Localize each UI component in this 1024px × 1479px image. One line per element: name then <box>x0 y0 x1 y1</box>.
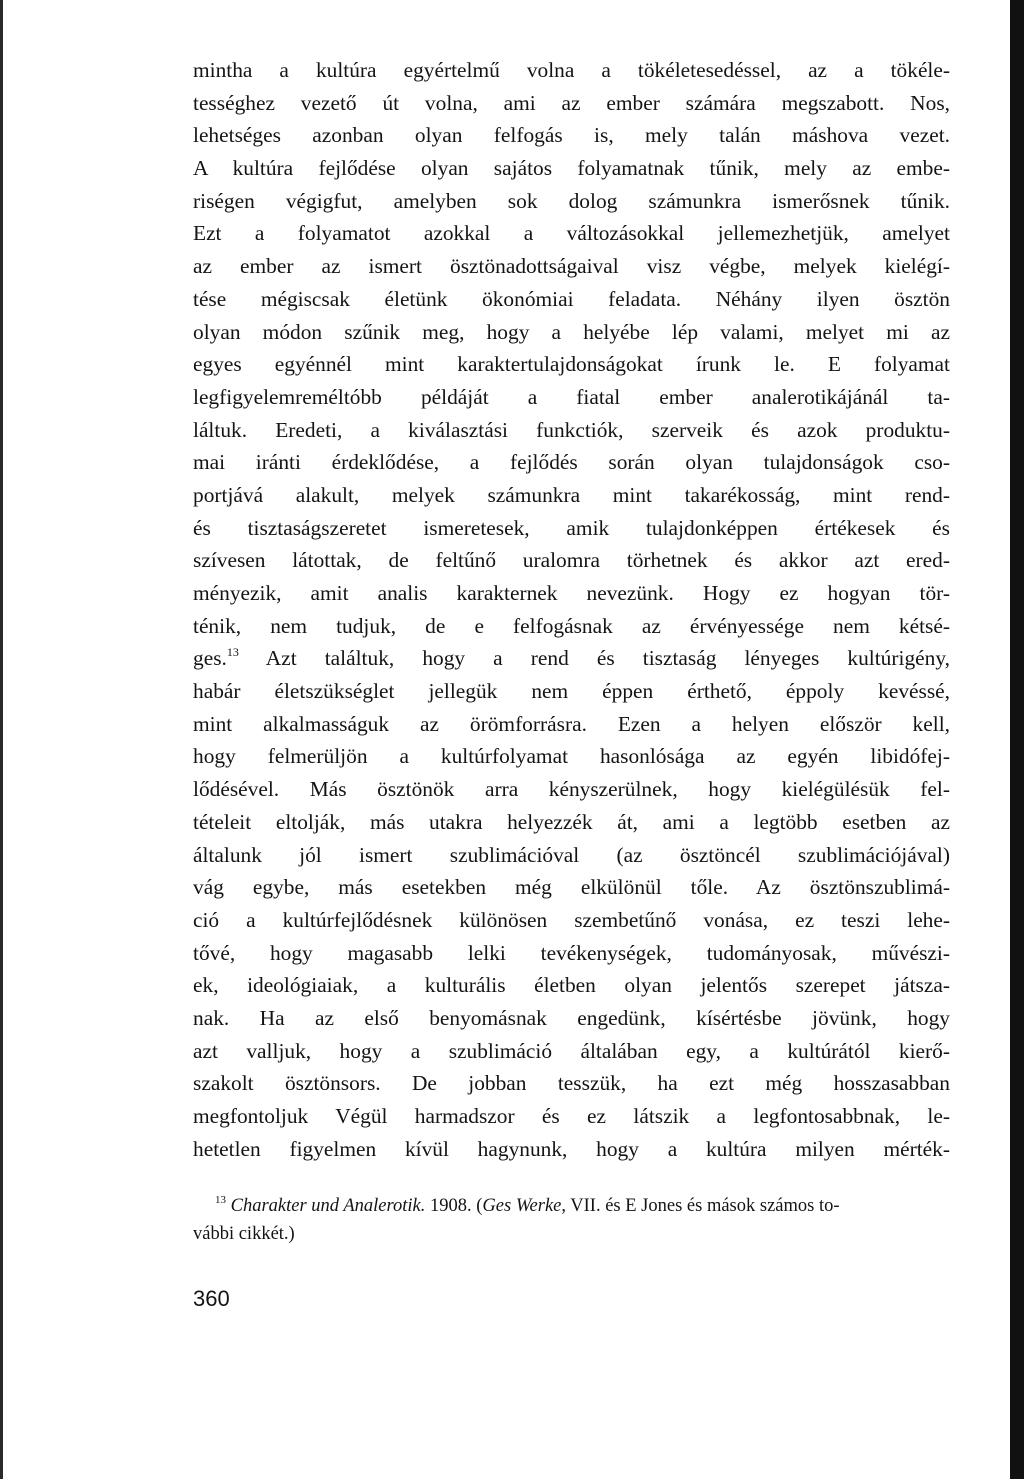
footnote-year: 1908. ( <box>425 1196 483 1216</box>
text-line: láltuk. Eredeti, a kiválasztási funkctiók, szerveik és azok produktu- <box>193 417 950 442</box>
text-line: lehetséges azonban olyan felfogás is, mely talán máshova vezet. <box>193 123 950 148</box>
text-line: ményezik, amit analis karakternek nevezünk. Hogy ez hogyan tör- <box>193 581 950 605</box>
text-line: A kultúra fejlődése olyan sajátos folyamatnak tűnik, mely az embe- <box>193 156 950 181</box>
scan-edge-left <box>0 0 3 1479</box>
footnote-ref[interactable]: 13 <box>226 645 239 660</box>
text-line: megfontoljuk Végül harmadszor és ez látszik a legfontosabbnak, le- <box>193 1104 950 1128</box>
text-line: olyan módon szűnik meg, hogy a helyébe lép valami, melyet mi az <box>193 319 950 344</box>
text-line-with-footnote-ref <box>193 642 950 675</box>
line-start: ges. <box>193 646 227 671</box>
text-line: szívesen látottak, de feltűnő uralomra törhetnek és akkor azt ered- <box>193 548 950 573</box>
text-line: riségen végigfut, amelyben sok dolog számunkra ismerősnek tűnik. <box>193 188 950 213</box>
main-text <box>193 54 950 1165</box>
text-line: az ember az ismert ösztönadottságaival visz végbe, melyek kielégí- <box>193 254 950 279</box>
footnote-number: 13 <box>215 1194 226 1206</box>
text-line: tességhez vezető út volna, ami az ember számára megszabott. Nos, <box>193 90 950 115</box>
text-line: legfigyelemreméltóbb példáját a fiatal ember analerotikájánál ta- <box>193 384 950 409</box>
text-line: hogy felmerüljön a kultúrfolyamat hasonlósága az egyén libidófej- <box>193 744 950 769</box>
footnote-line: vábbi cikkét.) <box>193 1224 295 1244</box>
text-line: habár életszükséglet jellegük nem éppen érthető, éppoly kevéssé, <box>193 679 950 704</box>
footnote-source: Ges Werke <box>482 1196 562 1216</box>
footnote-line <box>193 1192 950 1220</box>
text-line: általunk jól ismert szublimációval (az ösztöncél szublimációjával) <box>193 842 950 867</box>
text-line: Ezt a folyamatot azokkal a változásokkal jellemezhetjük, amelyet <box>193 221 950 246</box>
footnote-title: Charakter und Analerotik. <box>230 1196 426 1216</box>
text-line: mint alkalmasságuk az örömforrásra. Ezen a helyen először kell, <box>193 711 950 736</box>
text-line: azt valljuk, hogy a szublimáció általában egy, a kultúrától kierő- <box>193 1038 950 1063</box>
text-line: portjává alakult, melyek számunkra mint takarékosság, mint rend- <box>193 482 950 507</box>
text-line: tételeit eltolják, más utakra helyezzék át, ami a legtöbb esetben az <box>193 809 950 834</box>
text-line: vág egybe, más esetekben még elkülönül tőle. Az ösztönszublimá- <box>193 875 950 900</box>
text-line: tővé, hogy magasabb lelki tevékenységek, tudományosak, művészi- <box>193 940 950 965</box>
text-line: és tisztaságszeretet ismeretesek, amik tulajdonképpen értékesek és <box>193 515 950 540</box>
scan-edge-right <box>1010 0 1024 1479</box>
text-line: hetetlen figyelmen kívül hagynunk, hogy a kultúra milyen mérték- <box>193 1136 950 1161</box>
text-line: ténik, nem tudjuk, de e felfogásnak az érvényessége nem kétsé- <box>193 613 950 638</box>
text-line: lődésével. Más ösztönök arra kényszerülnek, hogy kielégülésük fel- <box>193 777 950 802</box>
text-line: nak. Ha az első benyomásnak engedünk, kísértésbe jövünk, hogy <box>193 1005 950 1030</box>
footnote-rest: , VII. és E Jones és mások számos to- <box>561 1196 840 1216</box>
text-line: mintha a kultúra egyértelmű volna a tökéletesedéssel, az a tökéle- <box>193 58 950 82</box>
page-number: 360 <box>193 1286 230 1311</box>
footnote <box>193 1192 950 1248</box>
text-line: mai iránti érdeklődése, a fejlődés során olyan tulajdonságok cso- <box>193 450 950 475</box>
line-end: Azt találtuk, hogy a rend és tisztaság lényeges kultúrigény, <box>238 646 950 671</box>
text-line: ek, ideológiaiak, a kulturális életben olyan jelentős szerepet játsza- <box>193 973 950 998</box>
text-line: egyes egyénnél mint karaktertulajdonságokat írunk le. E folyamat <box>193 352 950 377</box>
text-line: ció a kultúrfejlődésnek különösen szembetűnő vonása, ez teszi lehe- <box>193 907 950 932</box>
text-line: tése mégiscsak életünk ökonómiai feladata. Néhány ilyen ösztön <box>193 286 950 311</box>
text-line: szakolt ösztönsors. De jobban tesszük, ha ezt még hosszasabban <box>193 1071 950 1096</box>
